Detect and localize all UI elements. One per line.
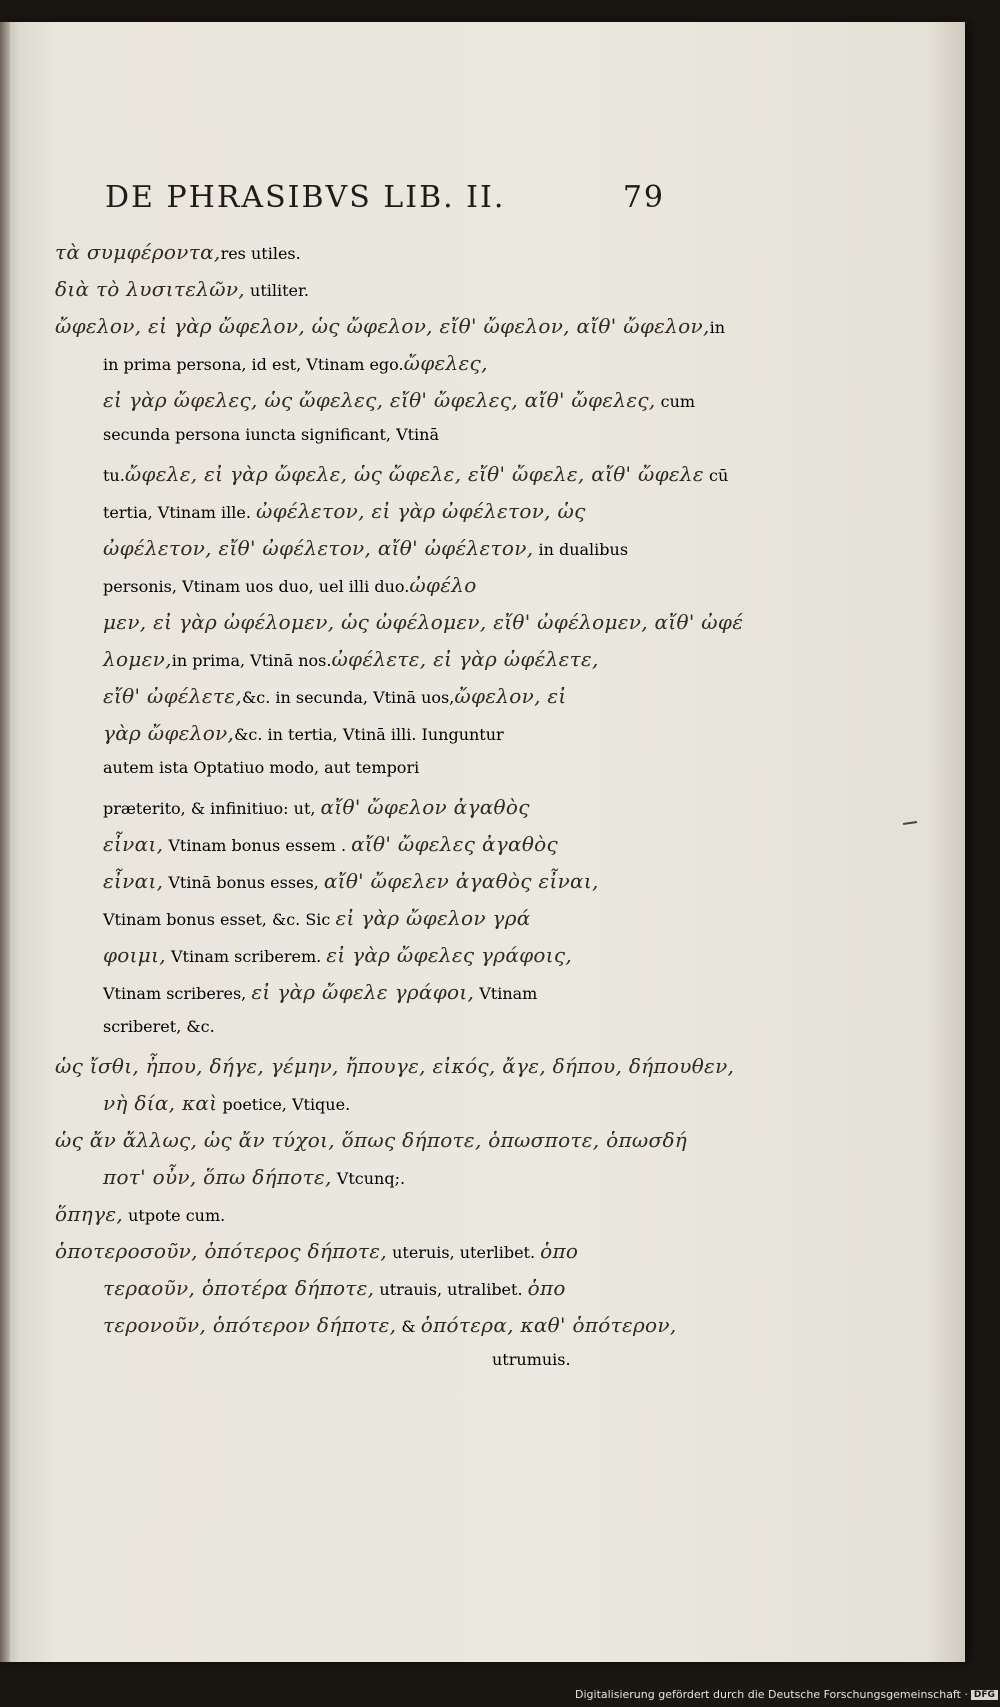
latin-phrase: in prima persona, id est, Vtinam ego.	[103, 355, 404, 374]
greek-phrase: εἶναι,	[103, 832, 164, 856]
text-line	[55, 314, 735, 351]
text-line	[55, 536, 735, 573]
text-line	[55, 1239, 735, 1276]
latin-phrase: tu.	[103, 466, 125, 485]
latin-phrase: Vtcunq;.	[331, 1169, 406, 1188]
latin-phrase: Vtinam bonus esset, &c. Sic	[103, 910, 336, 929]
greek-phrase: ὅπηγε,	[55, 1202, 124, 1226]
greek-phrase: ποτ' οὖν, ὅπω δήποτε,	[103, 1165, 332, 1189]
greek-phrase: διὰ τὸ λυσιτελῶν,	[55, 277, 245, 301]
greek-phrase: φοιμι,	[103, 943, 166, 967]
greek-phrase: ὁπο	[540, 1239, 579, 1263]
greek-phrase: αἴθ' ὤφελεν ἀγαθὸς εἶναι,	[323, 869, 599, 893]
latin-phrase: utiliter.	[244, 281, 309, 300]
greek-phrase: ὁπότερα, καθ' ὁπότερον,	[420, 1313, 677, 1337]
greek-phrase: ὁπο	[527, 1276, 566, 1300]
text-line	[55, 943, 735, 980]
latin-phrase: uteruis, uterlibet.	[387, 1243, 541, 1262]
latin-phrase: Vtinam scriberem.	[165, 947, 327, 966]
latin-phrase: Vtinam bonus essem .	[163, 836, 352, 855]
text-line	[55, 906, 735, 943]
latin-phrase: &	[396, 1317, 421, 1336]
page-text	[55, 240, 744, 1387]
latin-phrase: &c. in tertia, Vtinā illi. Iunguntur	[234, 725, 504, 744]
greek-phrase: αἴθ' ὤφελον ἀγαθὸς	[320, 795, 530, 819]
greek-phrase: ὠφέλετε, εἰ γὰρ ὠφέλετε,	[331, 647, 599, 671]
greek-phrase: ὤφελον, εἰ	[454, 684, 567, 708]
latin-phrase: Vtinam	[474, 984, 538, 1003]
text-line	[55, 573, 735, 610]
greek-phrase: εἰ γὰρ ὤφελον γρά	[335, 906, 531, 930]
greek-phrase: λομεν,	[103, 647, 172, 671]
greek-phrase: εἰ γὰρ ὤφελες, ὡς ὤφελες, εἴθ' ὤφελες, αἴθ' ὤφελες,	[103, 388, 656, 412]
latin-phrase: tertia, Vtinam ille.	[103, 503, 256, 522]
latin-phrase: cum	[655, 392, 696, 411]
latin-phrase: Vtinā bonus esses,	[163, 873, 324, 892]
greek-phrase: μεν, εἰ γὰρ ὠφέλομεν, ὡς ὠφέλομεν, εἴθ' ὠφέλομεν, αἴθ' ὠφέ	[103, 610, 744, 634]
greek-phrase: ὤφελε, εἰ γὰρ ὤφελε, ὡς ὤφελε, εἴθ' ὤφελε, αἴθ' ὤφελε	[124, 462, 704, 486]
greek-phrase: ὠφέλετον, εἰ γὰρ ὠφέλετον, ὡς	[256, 499, 586, 523]
running-header	[105, 180, 665, 220]
text-line	[55, 980, 735, 1017]
greek-phrase: εἴθ' ὠφέλετε,	[103, 684, 242, 708]
text-line	[55, 647, 735, 684]
greek-phrase: ὡς ἴσθι, ἦπου, δήγε, γέμην, ἤπουγε, εἰκός, ἄγε, δήπου, δήπουθεν,	[55, 1054, 735, 1078]
latin-phrase: cū	[703, 466, 729, 485]
text-line	[55, 240, 735, 277]
latin-phrase: in	[709, 318, 726, 337]
text-line	[55, 1017, 735, 1054]
greek-phrase: εἰ γὰρ ὤφελε γράφοι,	[251, 980, 475, 1004]
greek-phrase: ὠφέλετον, εἴθ' ὠφέλετον, αἴθ' ὠφέλετον,	[103, 536, 534, 560]
book-spine	[0, 22, 10, 1662]
latin-phrase: secunda persona iuncta significant, Vtinā	[103, 425, 440, 444]
latin-phrase: poetice, Vtique.	[217, 1095, 351, 1114]
greek-phrase: τεραοῦν, ὁποτέρα δήποτε,	[103, 1276, 375, 1300]
text-line	[55, 425, 735, 462]
latin-phrase: utrumuis.	[492, 1350, 571, 1369]
latin-phrase: autem ista Optatiuo modo, aut tempori	[103, 758, 420, 777]
greek-phrase: ὠφέλο	[409, 573, 477, 597]
greek-phrase: ὤφελον, εἰ γὰρ ὤφελον, ὡς ὤφελον, εἴθ' ὤφελον, αἴθ' ὤφελον,	[55, 314, 710, 338]
latin-phrase: in prima, Vtinā nos.	[171, 651, 332, 670]
text-line	[55, 869, 735, 906]
greek-phrase: ὤφελες,	[403, 351, 488, 375]
text-line	[55, 684, 735, 721]
greek-phrase: ὡς ἄν ἄλλως, ὡς ἄν τύχοι, ὅπως δήποτε, ὁπωσποτε, ὁπωσδή	[55, 1128, 688, 1152]
greek-phrase: ὁποτεροσοῦν, ὁπότερος δήποτε,	[55, 1239, 387, 1263]
latin-phrase: scriberet, &c.	[103, 1017, 215, 1036]
text-line	[55, 1128, 735, 1165]
text-line	[55, 832, 735, 869]
text-line	[55, 388, 735, 425]
latin-phrase: &c. in secunda, Vtinā uos,	[241, 688, 455, 707]
text-line	[55, 1165, 735, 1202]
text-line	[55, 1091, 735, 1128]
latin-phrase: utrauis, utralibet.	[374, 1280, 528, 1299]
text-line	[55, 758, 735, 795]
text-line	[55, 1350, 735, 1387]
page-number: 79	[622, 180, 665, 215]
latin-phrase: in dualibus	[533, 540, 629, 559]
latin-phrase: Vtinam scriberes,	[103, 984, 252, 1003]
greek-phrase: γὰρ ὤφελον,	[103, 721, 235, 745]
text-line	[55, 351, 735, 388]
greek-phrase: εἰ γὰρ ὤφελες γράφοις,	[326, 943, 573, 967]
latin-phrase: personis, Vtinam uos duo, uel illi duo.	[103, 577, 410, 596]
text-line	[55, 610, 744, 647]
text-line	[55, 277, 735, 314]
text-line	[55, 1313, 735, 1350]
greek-phrase: τερονοῦν, ὁπότερον δήποτε,	[103, 1313, 397, 1337]
credit-text: Digitalisierung gefördert durch die Deutsche Forschungsgemeinschaft ·	[575, 1688, 968, 1701]
greek-phrase: τὰ συμφέροντα,	[55, 240, 221, 264]
digitization-credit	[575, 1688, 998, 1701]
greek-phrase: νὴ δία, καὶ	[103, 1091, 218, 1115]
ink-mark	[903, 821, 917, 825]
running-title: DE PHRASIBVS LIB. II.	[105, 180, 506, 215]
latin-phrase: præterito, & infinitiuo: ut,	[103, 799, 321, 818]
text-line	[55, 721, 735, 758]
latin-phrase: utpote cum.	[123, 1206, 226, 1225]
text-line	[55, 1202, 735, 1239]
text-line	[55, 795, 735, 832]
greek-phrase: αἴθ' ὤφελες ἀγαθὸς	[351, 832, 559, 856]
text-line	[55, 499, 735, 536]
latin-phrase: res utiles.	[220, 244, 301, 263]
text-line	[55, 1276, 735, 1313]
text-line	[55, 1054, 735, 1091]
text-line	[55, 462, 735, 499]
dfg-logo: DFG	[971, 1690, 998, 1700]
greek-phrase: εἶναι,	[103, 869, 164, 893]
